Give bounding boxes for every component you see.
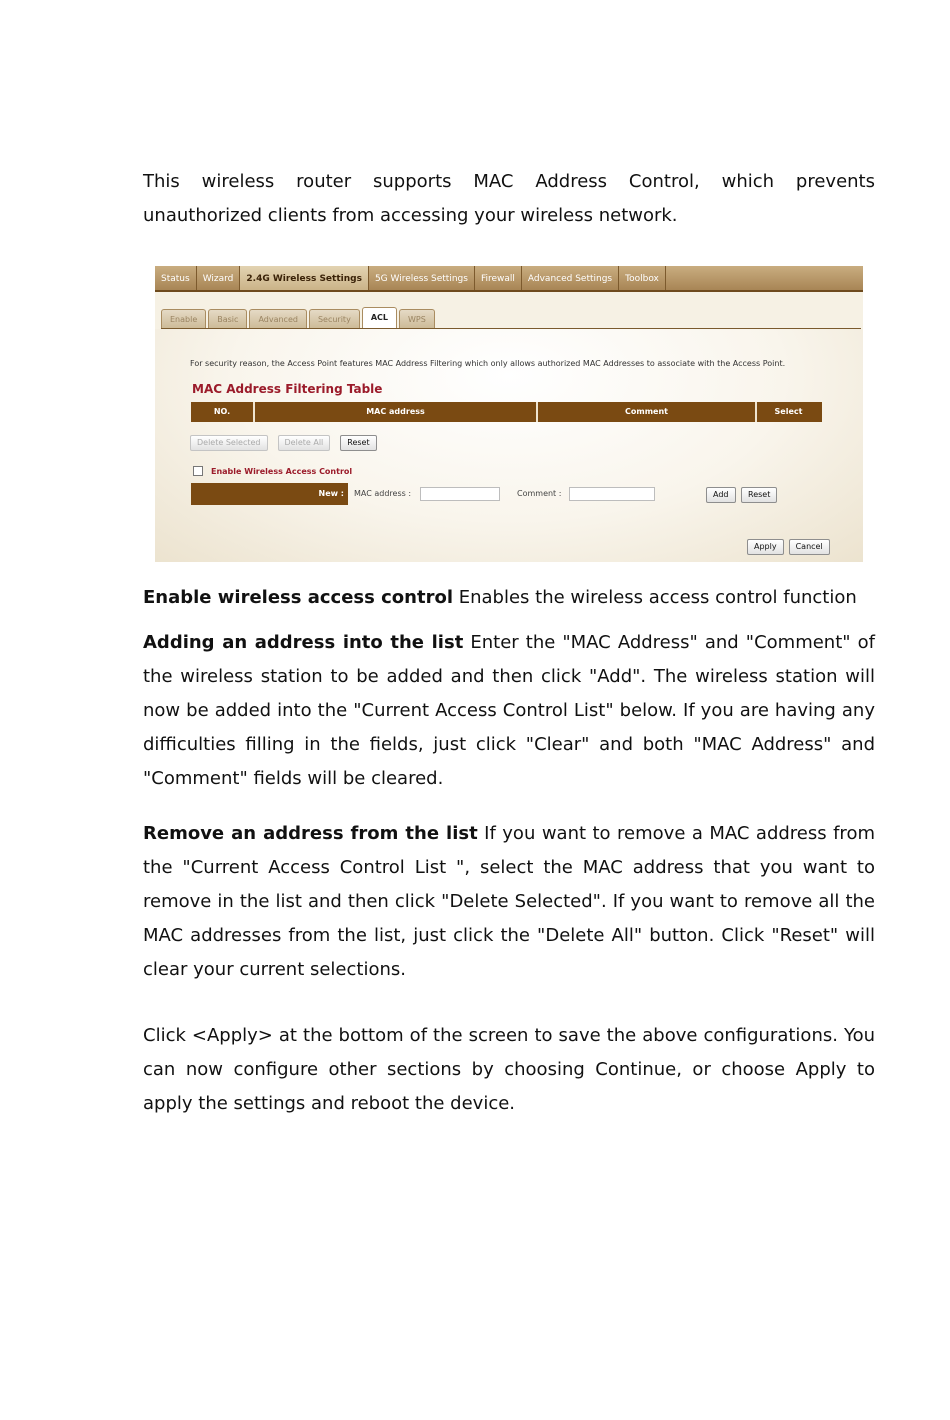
delete-all-button[interactable]: Delete All (278, 435, 331, 451)
top-tab-6[interactable]: Toolbox (619, 266, 666, 290)
col-no: NO. (191, 402, 255, 422)
sub-tab-4[interactable]: ACL (362, 307, 397, 328)
mac-address-label: MAC address : (354, 489, 412, 498)
top-tab-1[interactable]: Wizard (197, 266, 241, 290)
enable-access-control-checkbox[interactable] (193, 466, 203, 476)
adding-description: Enter the "MAC Address" and "Comment" of the wireless station to be added and then click "Add". The wireless station will now be added into the "Current Access Control List" below. If you are having any difficulties filling in the fields, just click "Clear" and both "MAC Address" and "Comment" fields will be cleared. (143, 632, 875, 789)
comment-label: Comment : (517, 489, 562, 498)
apply-section: Click <Apply> at the bottom of the screen to save the above configurations. You can now configure other sections by choosing Continue, or choose Apply to apply the settings and reboot the device. (143, 1025, 875, 1114)
top-tab-5[interactable]: Advanced Settings (522, 266, 619, 290)
reset-entry-button[interactable]: Reset (741, 487, 777, 503)
enable-description: Enables the wireless access control function (453, 587, 857, 608)
top-tab-4[interactable]: Firewall (475, 266, 522, 290)
add-button[interactable]: Add (706, 487, 736, 503)
remove-heading: Remove an address from the list (143, 823, 478, 844)
comment-input[interactable] (569, 487, 655, 501)
top-tab-3[interactable]: 5G Wireless Settings (369, 266, 475, 290)
col-mac-address: MAC address (255, 402, 538, 422)
sub-tab-0[interactable]: Enable (161, 309, 206, 328)
router-sub-tabs (161, 309, 435, 328)
mac-address-input[interactable] (420, 487, 500, 501)
table-button-row (190, 435, 377, 451)
adding-heading: Adding an address into the list (143, 632, 464, 653)
filtering-table-title: MAC Address Filtering Table (192, 382, 383, 396)
enable-access-control-label: Enable Wireless Access Control (211, 466, 353, 476)
sub-tab-2[interactable]: Advanced (249, 309, 307, 328)
reset-selection-button[interactable]: Reset (340, 435, 376, 451)
remove-section (143, 817, 875, 987)
filtering-table-header (191, 402, 822, 422)
apply-cancel-row (747, 539, 830, 555)
enable-section (143, 581, 875, 615)
adding-section (143, 626, 875, 796)
cancel-button[interactable]: Cancel (789, 539, 830, 555)
new-entry-label: New : (191, 483, 348, 505)
enable-heading: Enable wireless access control (143, 587, 453, 608)
intro-paragraph (143, 165, 875, 233)
enable-access-control-row (193, 466, 352, 476)
col-select: Select (774, 407, 803, 416)
top-tab-0[interactable]: Status (155, 266, 197, 290)
sub-tab-1[interactable]: Basic (208, 309, 247, 328)
new-entry-row (191, 483, 811, 505)
intro-line-1: This wireless router supports MAC Address Control, which prevents (143, 171, 875, 192)
security-note: For security reason, the Access Point features MAC Address Filtering which only allows authorized MAC Addresses to associate with the Access Point. (190, 359, 786, 368)
remove-description: If you want to remove a MAC address from the "Current Access Control List ", select the MAC address that you want to remove in the list and then click "Delete Selected". If you want to remove all the MAC addresses from the list, just click the "Delete All" button. Click "Reset" will clear your current selections. (143, 823, 875, 980)
apply-button[interactable]: Apply (747, 539, 784, 555)
delete-selected-button[interactable]: Delete Selected (190, 435, 268, 451)
router-acl-screenshot (155, 266, 863, 562)
col-comment: Comment (538, 402, 757, 422)
top-tab-2[interactable]: 2.4G Wireless Settings (240, 266, 369, 290)
sub-tab-3[interactable]: Security (309, 309, 360, 328)
sub-tab-5[interactable]: WPS (399, 309, 435, 328)
intro-line-2: unauthorized clients from accessing your wireless network. (143, 205, 678, 226)
router-top-nav (155, 266, 863, 292)
